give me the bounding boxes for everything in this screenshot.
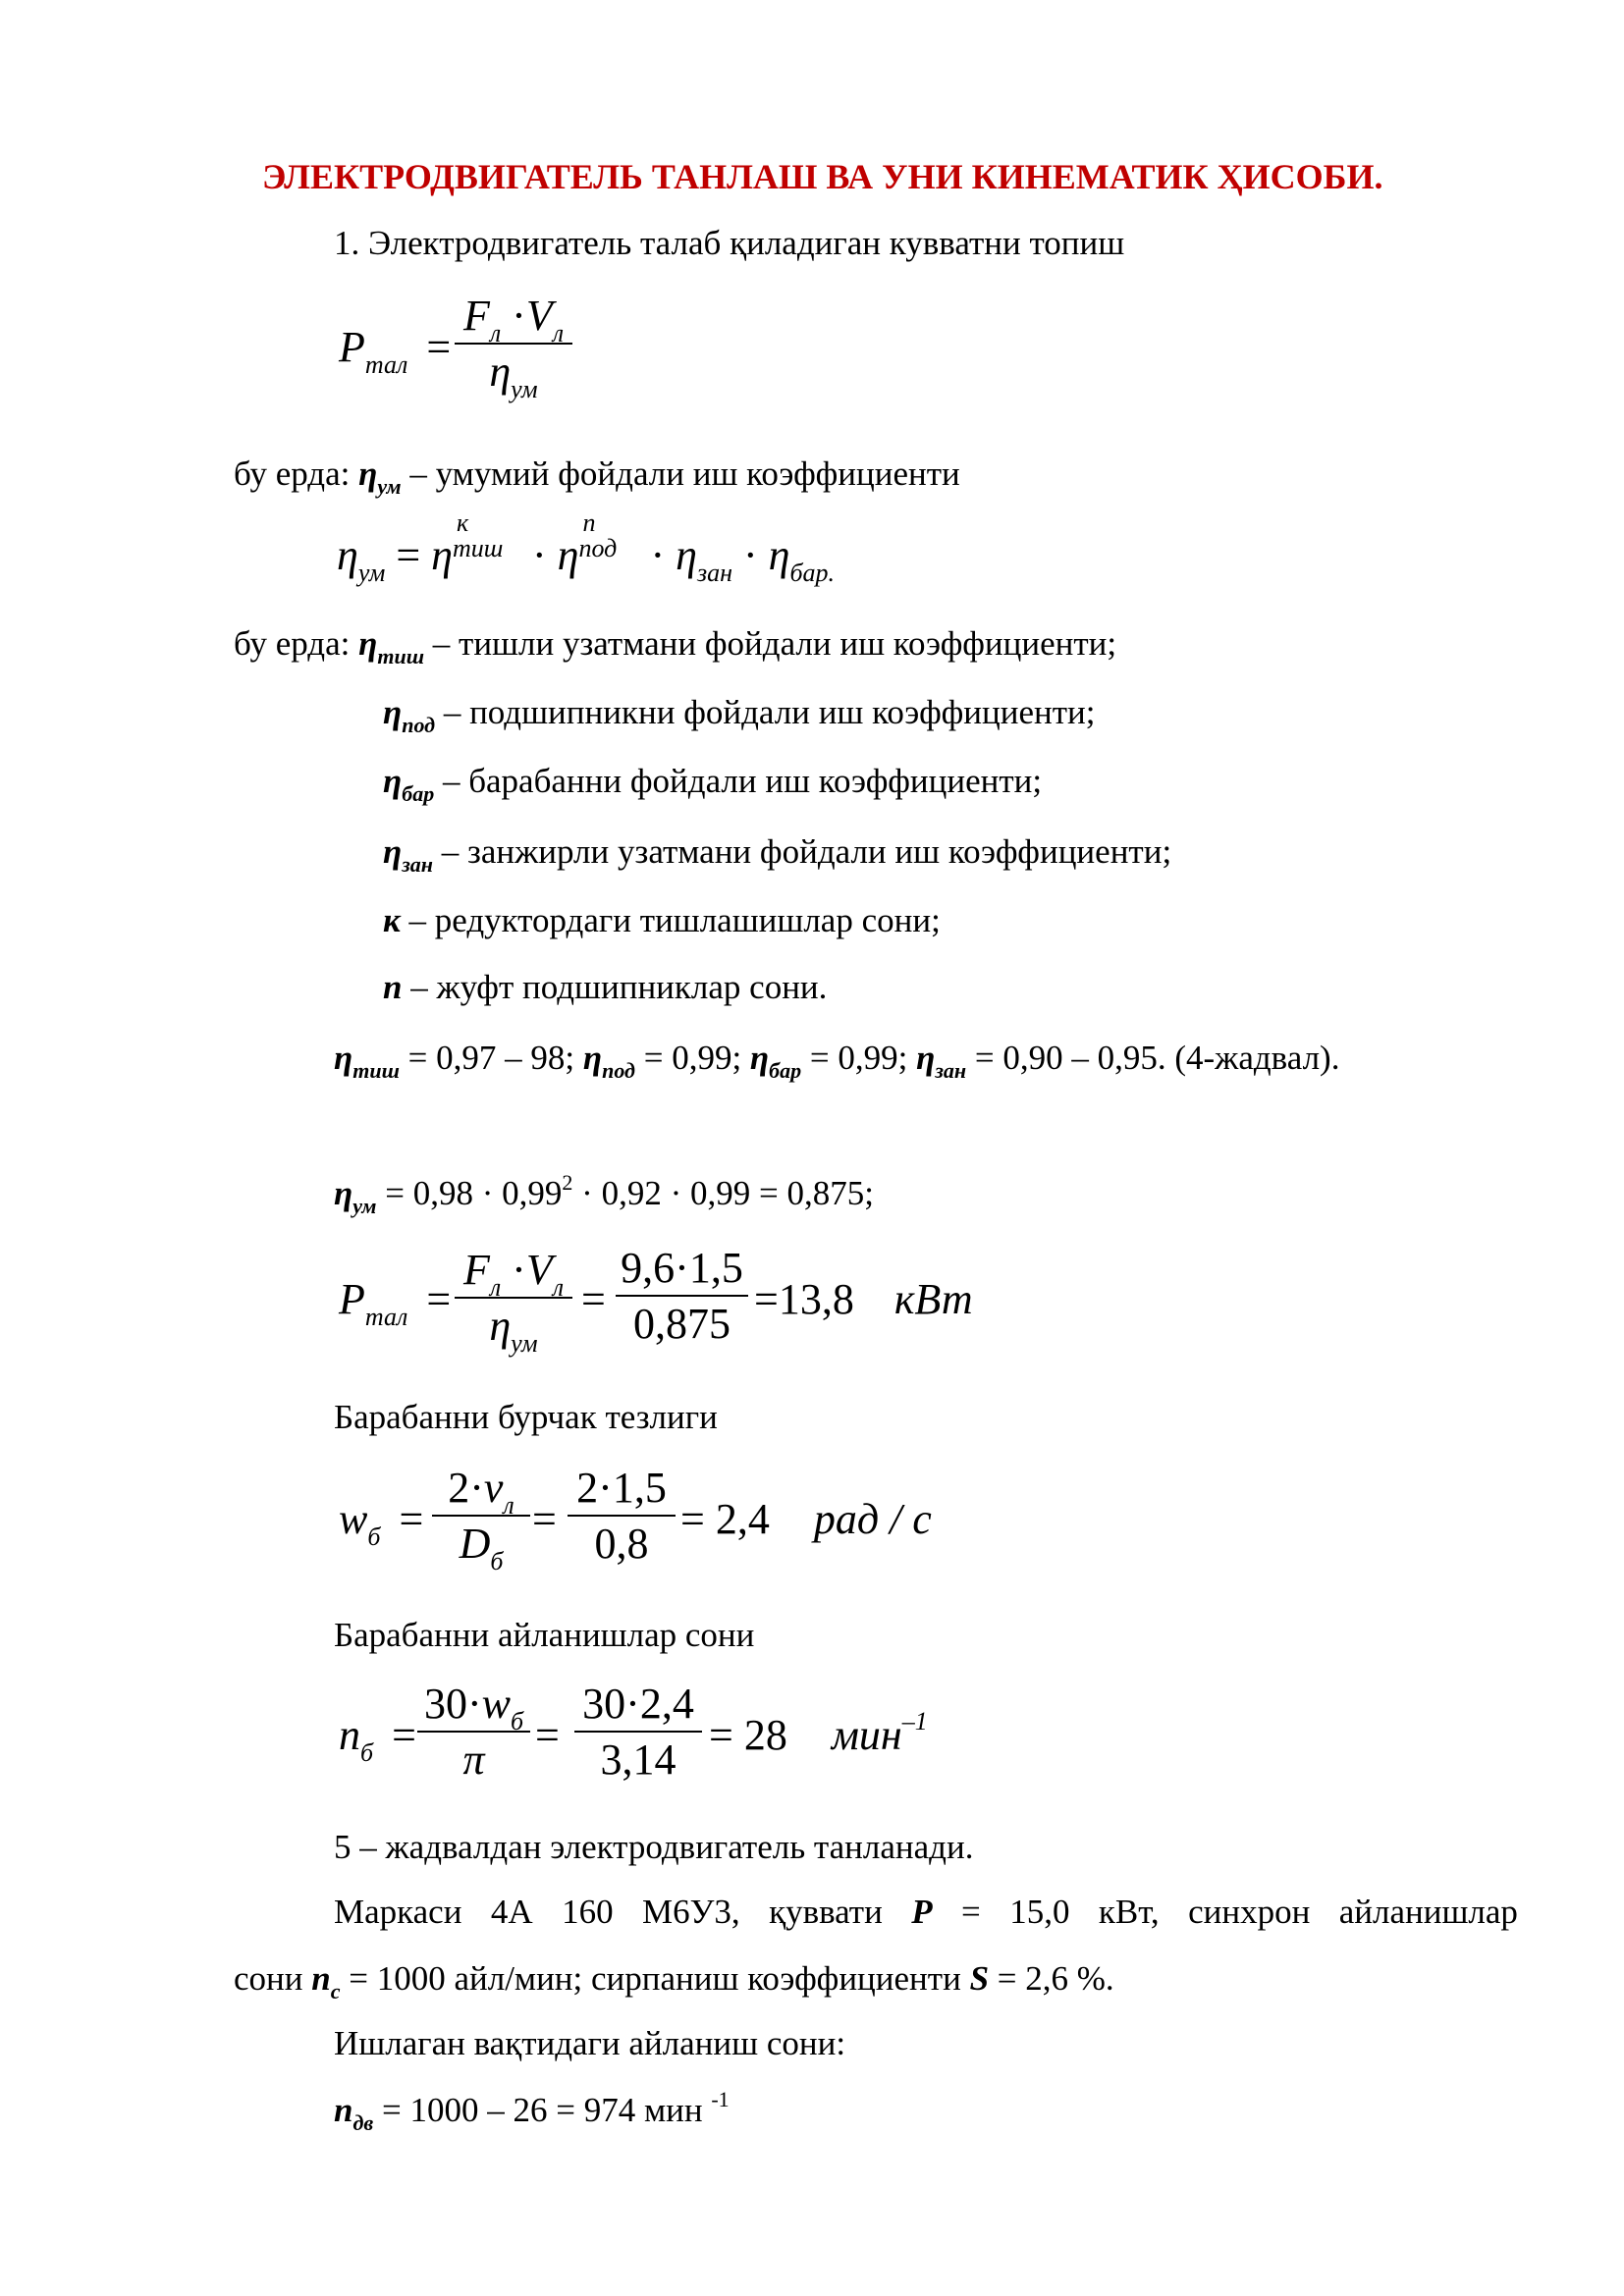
omega-heading: Барабанни бурчак тезлиги (334, 1398, 718, 1436)
omega-fraction-numeric: 2·1,5 0,8 (568, 1463, 676, 1569)
n-lhs: $n_б$ = (339, 1711, 416, 1767)
p-calc-equals: = (581, 1275, 606, 1323)
n-result: = 28 мин$^{-1}$ (709, 1707, 928, 1759)
omega-fraction-symbolic: $2\cdot v_л$ $D_б$ (432, 1463, 530, 1569)
omega-lhs: $w_б$ = (339, 1495, 424, 1551)
n-heading: Барабанни айланишлар сони (334, 1616, 755, 1654)
rotation-heading: Ишлаган вақтидаги айланиш сони: (334, 2024, 846, 2062)
motor-line-2: сони $n_c = 1000$ айл/мин; сирпаниш коэффициенти S = 2,6 %. (234, 1959, 1114, 2003)
n-equals: = (535, 1711, 560, 1759)
efficiency-values: $\eta_{тиш} = 0,97 - 98$; $\eta_{под} = 0,99$; $\eta_{бар} = 0,99$; $\eta_{зан} = 0,90 - 0,95$. (4-жадвал). (334, 1039, 1340, 1083)
formula-p-numerator: $F_л \cdot V_л$ (462, 292, 565, 347)
eta-um-calculation: $\eta_{ум} = 0,98 \cdot 0,99^2 \cdot 0,92 \cdot 0,99 = 0,875$; (334, 1170, 874, 1218)
list-item-n: n – жуфт подшипниклар сони. (383, 968, 828, 1006)
p-calc-fraction-symbolic: $F_л \cdot V_л$ $\eta_{ум}$ (455, 1245, 572, 1351)
p-calc-fraction-numeric: 9,6·1,5 0,875 (616, 1243, 748, 1349)
n-fraction-numeric: 30·2,4 3,14 (574, 1679, 702, 1785)
selection-text: 5 – жадвалдан электродвигатель танланади. (334, 1828, 974, 1866)
n-fraction-symbolic: $30\cdot w_б$ π (417, 1679, 530, 1785)
p-calc-lhs: $P_{тал}$ = (339, 1275, 452, 1331)
omega-equals: = (532, 1495, 557, 1543)
formula-p-lhs: $P_{тал}$ = (339, 323, 452, 379)
where-eta-um: бу ерда: $\eta_{ум}$ – умумий фойдали иш коэффициенти (234, 454, 960, 499)
list-item-eta-bar: $\eta_{бар}$ – барабанни фойдали иш коэффициенти; (383, 762, 1043, 806)
formula-eta-um: $\eta_{ум} = \eta$ к тиш · η п под · $\eta_{зан} \cdot \eta_{бар.}$ (337, 508, 836, 587)
where-eta-tish: бу ерда: $\eta_{тиш}$ – тишли узатмани фойдали иш коэффициенти; (234, 624, 1117, 668)
ndv-calculation: $n_{дв} = 1000 - 26 = 974$ мин $^{-1}$ (334, 2087, 730, 2135)
p-calc-result: =13,8 кВт (754, 1275, 973, 1323)
list-item-eta-zan: $\eta_{зан}$ – занжирли узатмани фойдали иш коэффициенти; (383, 832, 1172, 877)
formula-p-denominator: $\eta_{ум}$ (489, 347, 538, 403)
step-1-text: 1. Электродвигатель талаб қиладиган кувватни топиш (334, 224, 1125, 262)
motor-line-1: Маркаси 4А 160 М6У3, қуввати P = 15,0 кВт, синхрон айланишлар (334, 1893, 1518, 1931)
list-item-eta-pod: $\eta_{под}$ – подшипникни фойдали иш коэффициенти; (383, 693, 1096, 737)
omega-result: = 2,4 рад / с (680, 1495, 932, 1543)
page-title: ЭЛЕКТРОДВИГАТЕЛЬ ТАНЛАШ ВА УНИ КИНЕМАТИК ҲИСОБИ. (262, 157, 1383, 196)
formula-p-fraction (455, 291, 572, 403)
list-item-k: к – редуктордаги тишлашишлар сони; (383, 901, 941, 939)
